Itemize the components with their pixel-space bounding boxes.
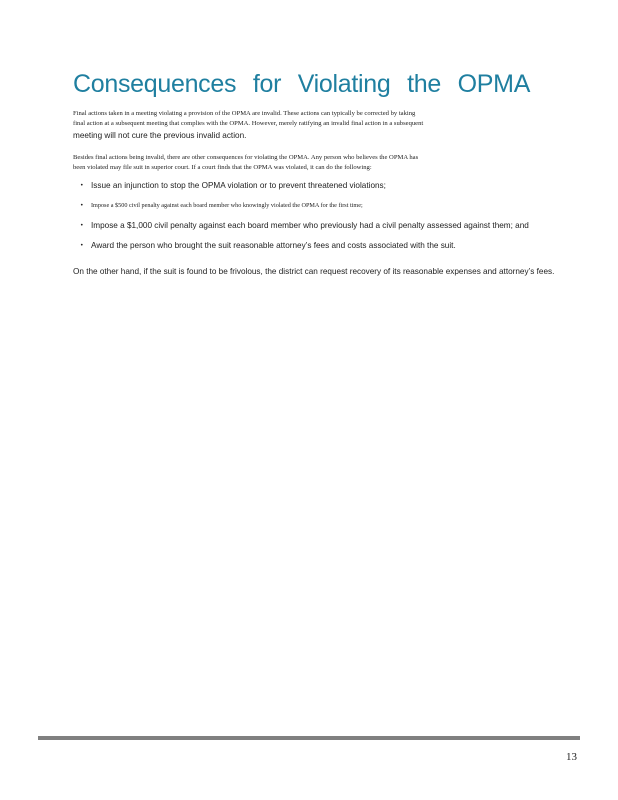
bullet-icon: •	[80, 222, 84, 229]
besides-line-1: Besides final actions being invalid, there are other consequences for violating the OPMA. Any person who believes the OPMA has	[73, 154, 419, 161]
intro-line-3: meeting will not cure the previous invalid action.	[73, 131, 247, 140]
intro-line-2: final action at a subsequent meeting that complies with the OPMA. However, merely ratifying an invalid final action in a subsequent	[73, 120, 424, 127]
besides-line-2: been violated may file suit in superior court. If a court finds that the OPMA was violated, it can do the following:	[73, 164, 372, 171]
list-item: • Award the person who brought the suit reasonable attorney’s fees and costs associated with the suit.	[80, 241, 456, 250]
intro-line-1: Final actions taken in a meeting violating a provision of the OPMA are invalid. These actions can typically be corrected by taking	[73, 110, 416, 117]
list-item: • Issue an injunction to stop the OPMA violation or to prevent threatened violations;	[80, 181, 386, 190]
page-title: Consequences for Violating the OPMA	[73, 70, 531, 98]
consequences-list	[80, 180, 529, 252]
list-item: • Impose a $500 civil penalty against each board member who knowingly violated the OPMA for the first time;	[80, 202, 363, 209]
footer-rule	[38, 736, 580, 740]
closing-paragraph: On the other hand, if the suit is found to be frivolous, the district can request recovery of its reasonable expenses and attorney’s fees.	[73, 267, 555, 276]
bullet-icon: •	[80, 202, 84, 209]
bullet-icon: •	[80, 242, 84, 249]
page-number: 13	[566, 751, 577, 763]
bullet-icon: •	[80, 182, 84, 189]
list-item: • Impose a $1,000 civil penalty against each board member who previously had a civil penalty assessed against them; and	[80, 221, 529, 230]
